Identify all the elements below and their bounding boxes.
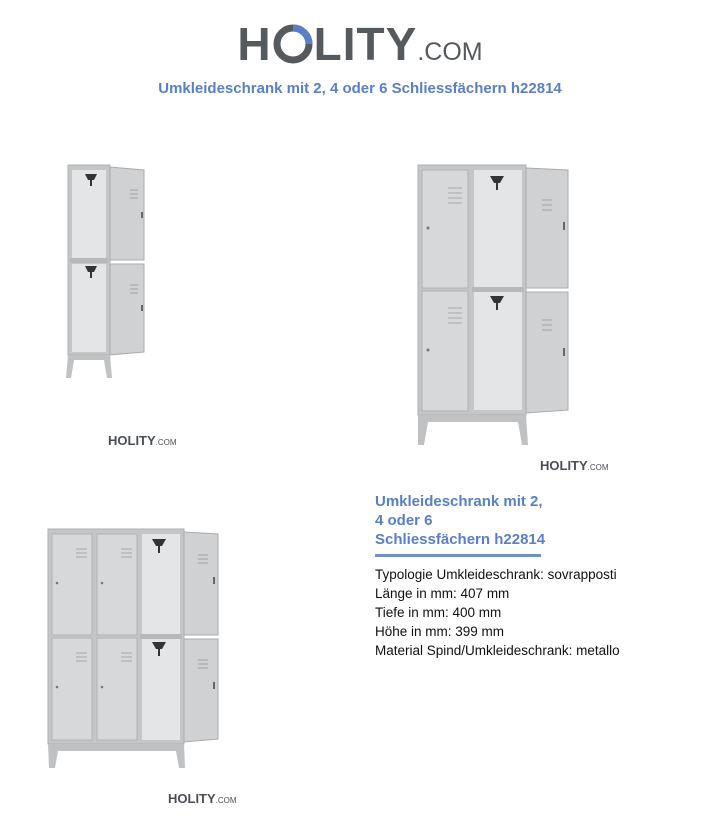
locker-image-6-compartments[interactable] [42,525,232,770]
logo-small-brand: HOLITY [540,458,588,473]
spec-item: Tiefe in mm: 400 mm [375,605,502,620]
product-title [375,492,575,549]
product-logo-3[interactable] [168,791,237,806]
logo-small-domain: .COM [215,796,237,805]
product-title-line1: Umkleideschrank mit 2, [375,493,543,510]
spec-list [375,565,715,660]
page-title: Umkleideschrank mit 2, 4 oder 6 Schliessfächern h22814 [158,80,562,97]
logo-brand-h: H [237,18,272,70]
locker-image-2-compartments[interactable] [60,160,155,385]
locker-image-4-compartments[interactable] [410,160,575,450]
logo-brand-rest: LITY [313,18,418,70]
logo-small-brand: HOLITY [168,791,216,806]
product-logo-2[interactable] [540,458,609,473]
logo-small-brand: HOLITY [108,433,156,448]
logo-small-domain: .COM [155,438,177,447]
spec-item: Material Spind/Umkleideschrank: metallo [375,643,620,658]
product-title-line2: 4 oder 6 [375,512,433,529]
logo-small-domain: .COM [587,463,609,472]
product-logo-1[interactable] [108,433,177,448]
spec-item: Höhe in mm: 399 mm [375,624,505,639]
spec-item: Länge in mm: 407 mm [375,586,510,601]
title-underline [375,554,541,557]
holity-o-icon [273,24,313,64]
spec-item: Typologie Umkleideschrank: sovrapposti [375,567,617,582]
logo-domain: .COM [417,38,483,66]
header-logo[interactable] [0,14,720,74]
product-title-line3: Schliessfächern h22814 [375,531,546,548]
